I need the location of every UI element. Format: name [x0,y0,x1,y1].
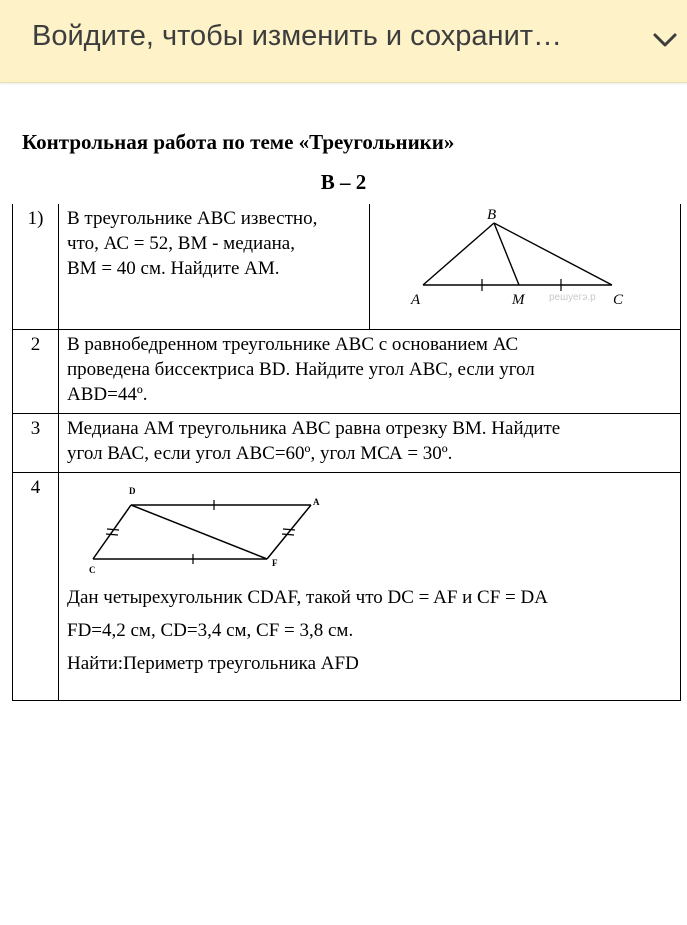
vertex-label-d: D [129,485,136,496]
triangle-abc-figure [409,204,659,314]
watermark-text: решуегэ.р [549,292,596,303]
task-text-line: Медиана АМ треугольника АВС равна отрезку ВМ. Найдите [67,417,561,439]
variant-label: В – 2 [320,170,367,194]
task-text-line: Дан четырехугольник CDAF, такой что DC = AF и CF = DA [67,586,548,608]
task-content [59,413,681,472]
task-text-line: угол ВАС, если угол АВС=60º, угол МСА = 30º. [67,442,453,464]
task-text-line: В равнобедренном треугольнике АВС с основанием АС [67,333,519,355]
vertex-label-c: C [89,564,96,575]
sign-in-banner-text[interactable]: Войдите, чтобы изменить и сохранит… [32,20,563,52]
vertex-label-c: C [613,292,624,308]
vertex-label-a: A [313,496,320,507]
task-text [67,206,372,281]
vertex-label-f: F [272,557,278,568]
vertex-label-b: B [487,207,497,223]
task-text-line: что, АС = 52, ВМ - медиана, [67,233,295,254]
task-text-line: ВМ = 40 см. Найдите АМ. [67,258,280,279]
task-number: 1) [13,204,59,329]
task-content [59,329,681,413]
vertex-label-a: A [411,292,421,308]
task-row [13,204,681,329]
task-row [13,413,681,472]
document-title: Контрольная работа по теме «Треугольники» [22,130,455,154]
task-number: 4 [13,472,59,700]
task-text-line: АВD=44º. [67,383,148,405]
task-text-line: В треугольнике АВС известно, [67,208,318,229]
task-row [13,472,681,700]
task-text-line: проведена биссектриса ВD. Найдите угол АВС, если угол [67,358,535,380]
tasks-table [12,204,681,701]
chevron-down-icon[interactable] [651,30,679,50]
column-divider [369,204,370,329]
task-content [59,204,681,329]
sign-in-banner[interactable] [0,0,687,83]
task-number: 2 [13,329,59,413]
task-row [13,329,681,413]
task-text-line: Найти:Периметр треугольника AFD [67,652,359,674]
vertex-label-m: M [512,292,525,308]
task-text-line: FD=4,2 см, CD=3,4 см, CF = 3,8 см. [67,619,354,641]
task-content [59,472,681,700]
task-number: 3 [13,413,59,472]
quadrilateral-cdaf-figure [79,481,339,577]
